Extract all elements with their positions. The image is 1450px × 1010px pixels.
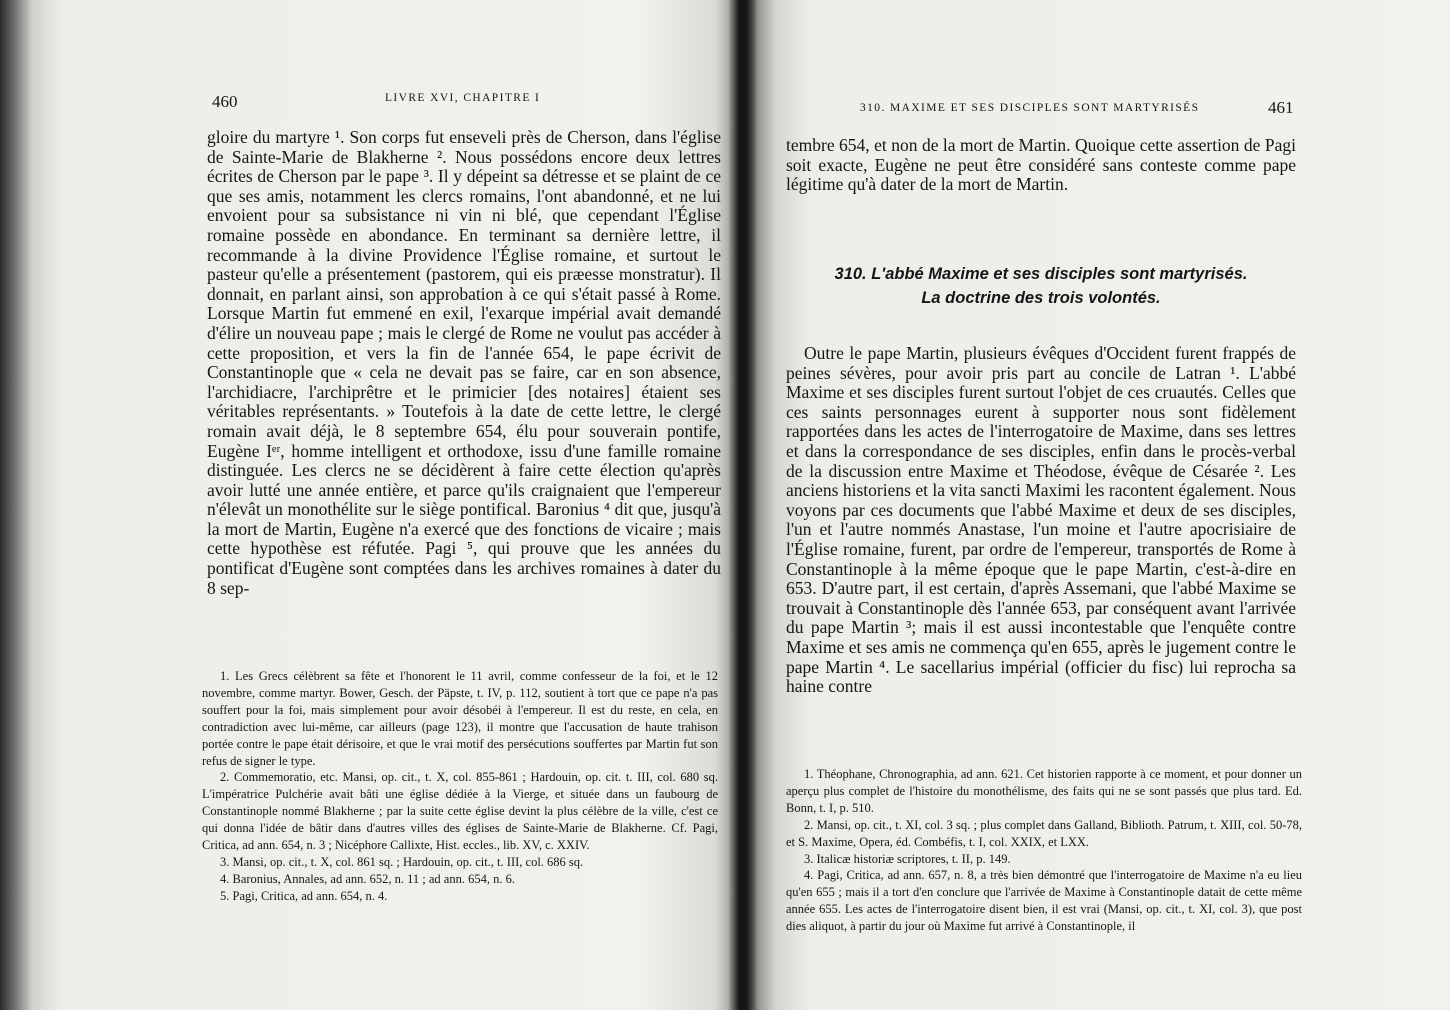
left-body-paragraph: gloire du martyre ¹. Son corps fut enseveli près de Cherson, dans l'église de Sainte-Marie de Blakherne ². Nous possédons encore deux lettres écrites de Cherson par le pape ³. Il y dépeint sa détresse et se plaint de ce que ses amis, notamment les clercs romains, l'ont abandonné, et ne lui envoient pour sa subsistance ni vin ni blé, que cependant l'Église romaine possède en abondance. En terminant sa dernière lettre, il recommande à la divine Providence l'Église romaine, et surtout le pasteur qu'elle a présentement (pastorem, qui eis præesse monstratur). Il donnait, en parlant ainsi, son approbation à ce qui s'était passé à Rome. Lorsque Martin fut emmené en exil, l'exarque impérial avait demandé d'élire un nouveau pape ; mais le clergé de Rome ne voulut pas accéder à cette proposition, et vers la fin de l'année 654, le pape écrivit de Constantinople que « cela ne devait pas se faire, car en son absence, l'archidiacre, l'archiprêtre et le primicier [des notaires] étaient ses véritables représentants. » Toutefois à la date de cette lettre, le clergé romain avait déjà, le 8 septembre 654, élu pour souverain pontife, Eugène Iᵉʳ, homme intelligent et orthodoxe, issu d'une famille romaine distinguée. Les clercs ne se décidèrent à faire cette élection qu'après avoir lutté une année entière, et parce qu'ils craignaient que l'empereur n'élevât un monothélite sur le siège pontifical. Baronius ⁴ dit que, jusqu'à la mort de Martin, Eugène n'a exercé que des fonctions de vicaire ; mais cette hypothèse est réfutée. Pagi ⁵, qui prouve que les années du pontificat d'Eugène sont comptées dans les archives romaines à dater du 8 sep- xyxy=(207,127,721,598)
section-title-line2: La doctrine des trois volontés. xyxy=(921,289,1161,307)
book-gutter xyxy=(728,0,758,1010)
right-page xyxy=(742,0,1450,1010)
footnote-l1: 1. Les Grecs célèbrent sa fête et l'honorent le 11 avril, comme confesseur de la foi, et le 12 novembre, comme martyr. Bower, Gesch. der Päpste, t. IV, p. 112, soutient à tort que ce pape n'a pas souffert pour la foi, mais simplement pour avoir désobéi à l'empereur. Il est du reste, en cela, en contradiction avec lui-même, car ailleurs (page 123), il montre que l'accusation de haute trahison portée contre le pape était dérisoire, et que le vrai motif des persécutions souffertes par Martin fut son refus de signer le type. xyxy=(202,669,718,768)
footnote-r2: 2. Mansi, op. cit., t. XI, col. 3 sq. ; plus complet dans Galland, Biblioth. Patrum, t. XIII, col. 50-78, et S. Maxime, Opera, éd. Combéfis, t. I, col. XXIX, et LXX. xyxy=(786,817,1302,849)
left-body-text xyxy=(207,128,721,598)
left-page-number: 460 xyxy=(212,92,238,111)
footnote-r4: 4. Pagi, Critica, ad ann. 657, n. 8, a très bien démontré que l'interrogatoire de Maxime n'a eu lieu qu'en 655 ; mais il a tort d'en conclure que l'arrivée de Maxime à Constantinople datait de cette même année 655. Les actes de l'interrogatoire disent bien, il est vrai (Mansi, op. cit., t. XI, col. 3), que post dies aliquot, à partir du jour où Maxime fut arrivé à Constantinople, il xyxy=(786,868,1302,934)
right-running-head: 310. MAXIME ET SES DISCIPLES SONT MARTYRISÉS xyxy=(860,102,1200,114)
right-body-text xyxy=(786,344,1296,697)
right-page-number: 461 xyxy=(1268,98,1294,117)
footnote-r3: 3. Italicæ historiæ scriptores, t. II, p. 149. xyxy=(804,851,1011,866)
footnote-l4: 4. Baronius, Annales, ad ann. 652, n. 11 ; ad ann. 654, n. 6. xyxy=(220,871,515,886)
footnote-r1: 1. Théophane, Chronographia, ad ann. 621. Cet historien rapporte à ce moment, et pour donner un aperçu plus complet de l'histoire du monothélisme, des faits qui ne se sont passés que plus tard. Ed. Bonn, t. I, p. 510. xyxy=(786,767,1302,815)
footnote-l5: 5. Pagi, Critica, ad ann. 654, n. 4. xyxy=(220,888,388,903)
section-title xyxy=(786,262,1296,310)
right-body-paragraph: Outre le pape Martin, plusieurs évêques d'Occident furent frappés de peines sévères, pour avoir pris part au concile de Latran ¹. L'abbé Maxime et ses disciples furent surtout l'objet de ces cruautés. Celles que ces saints personnages eurent à supporter nous sont fidèlement rapportées dans les actes de l'interrogatoire de Maxime, dans ses lettres et dans la correspondance de ses disciples, enfin dans le procès-verbal de la discussion entre Maxime et Théodose, évêque de Césarée ². Les anciens historiens et la vita sancti Maximi les racontent également. Nous voyons par ces documents que l'abbé Maxime et deux de ses disciples, l'un et l'autre nommés Anastase, l'un moine et l'autre apocrisiaire de l'Église romaine, furent, par ordre de l'empereur, transportés de Rome à Constantinople à la même époque que le pape Martin, c'est-à-dire en 653. D'autre part, il est certain, d'après Assemani, que l'abbé Maxime se trouvait à Constantinople dès l'année 653, par conséquent avant l'arrivée du pape Martin ³; mais il est aussi incontestable que l'enquête contre Maxime et ses amis ne commença qu'en 655, après le jugement contre le pape Martin ⁴. Le sacellarius impérial (officier du fisc) lui reprocha sa haine contre xyxy=(786,343,1296,697)
right-footnotes xyxy=(786,766,1302,935)
left-running-head: LIVRE XVI, CHAPITRE I xyxy=(385,92,541,104)
left-footnotes xyxy=(202,668,718,905)
right-intro-paragraph: tembre 654, et non de la mort de Martin. Quoique cette assertion de Pagi soit exacte, Eugène ne peut être considéré sans conteste comme pape légitime qu'à dater de la mort de Martin. xyxy=(786,135,1296,195)
section-title-line1: 310. L'abbé Maxime et ses disciples sont martyrisés. xyxy=(834,265,1248,283)
right-intro-text xyxy=(786,136,1296,195)
footnote-l2: 2. Commemoratio, etc. Mansi, op. cit., t. X, col. 855-861 ; Hardouin, op. cit. t. III, col. 680 sq. L'impératrice Pulchérie avait bâti une église dédiée à la Vierge, et située dans un faubourg de Constantinople nommé Blakherne ; par la suite cette église devint la plus célèbre de la ville, c'est ce qui donna l'idée de bâtir dans d'autres villes des églises de Sainte-Marie de Blakherne. Cf. Pagi, Critica, ad ann. 654, n. 3 ; Nicéphore Callixte, Hist. eccles., lib. XV, c. XXIV. xyxy=(202,770,718,853)
footnote-l3: 3. Mansi, op. cit., t. X, col. 861 sq. ; Hardouin, op. cit., t. III, col. 686 sq. xyxy=(220,854,584,869)
